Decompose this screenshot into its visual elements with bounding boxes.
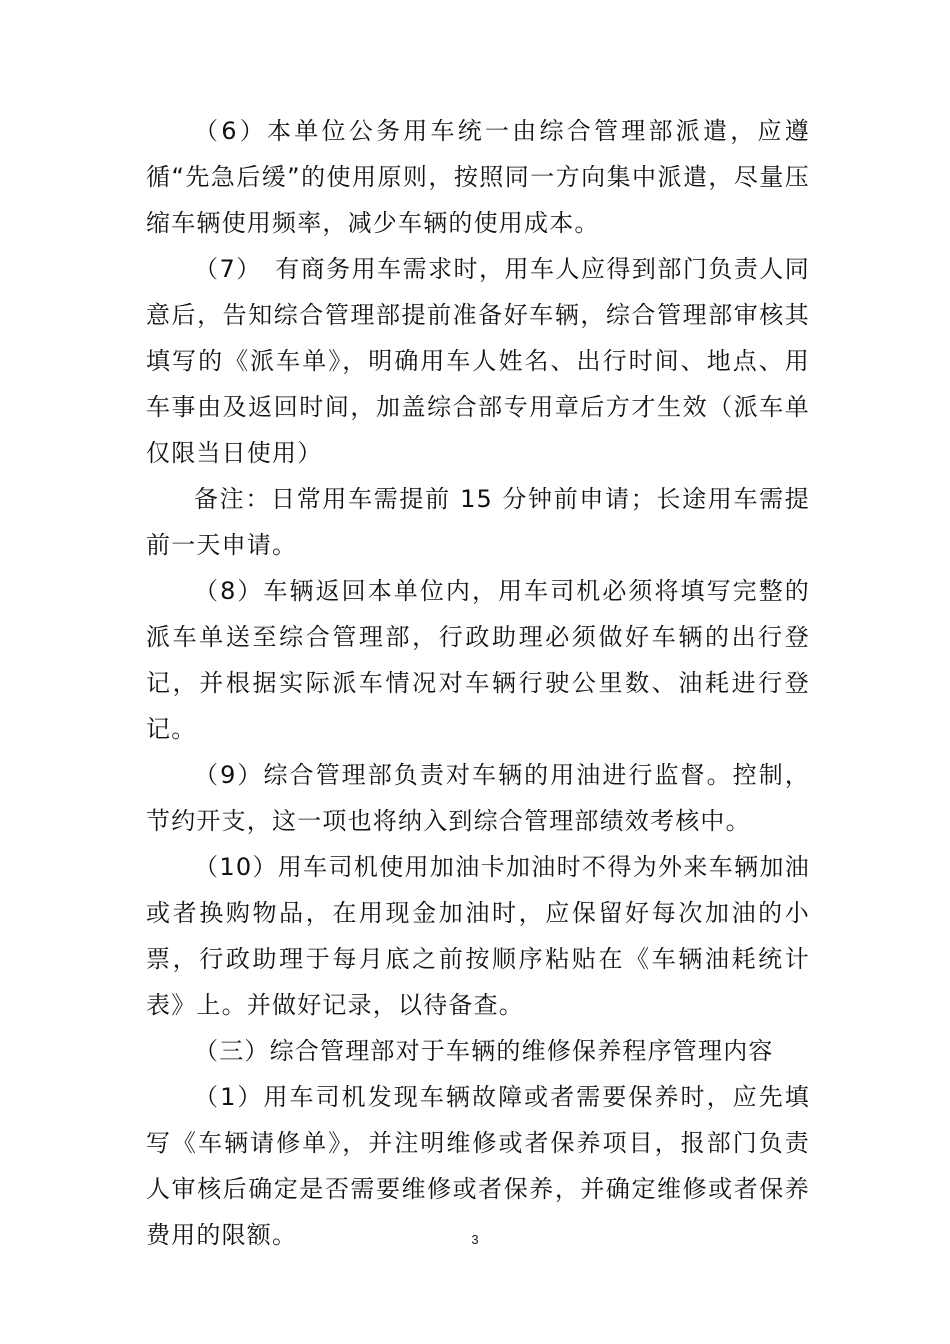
page-number: 3 (471, 1232, 479, 1247)
document-body (146, 108, 810, 1258)
paragraph-remark: 备注：日常用车需提前 15 分钟前申请；长途用车需提前一天申请。 (146, 485, 810, 559)
paragraph-fuel-supervision: （9）综合管理部负责对车辆的用油进行监督。控制，节约开支，这一项也将纳入到综合管理部绩效考核中。 (146, 761, 810, 835)
paragraph-vehicle-dispatch: （6）本单位公务用车统一由综合管理部派遣，应遵循“先急后缓”的使用原则，按照同一方向集中派遣，尽量压缩车辆使用频率，减少车辆的使用成本。 (146, 117, 810, 237)
paragraph-business-car-request: （7） 有商务用车需求时，用车人应得到部门负责人同意后，告知综合管理部提前准备好车辆，综合管理部审核其填写的《派车单》，明确用车人姓名、出行时间、地点、用车事由及返回时间，加盖综合部专用章后方才生效（派车单仅限当日使用） (146, 255, 810, 467)
paragraph-fuel-card: （10）用车司机使用加油卡加油时不得为外来车辆加油或者换购物品，在用现金加油时，应保留好每次加油的小票，行政助理于每月底之前按顺序粘贴在《车辆油耗统计表》上。并做好记录，以待备查。 (146, 853, 810, 1019)
paragraph-vehicle-return: （8）车辆返回本单位内，用车司机必须将填写完整的派车单送至综合管理部，行政助理必须做好车辆的出行登记，并根据实际派车情况对车辆行驶公里数、油耗进行登记。 (146, 577, 810, 743)
section-heading-maintenance: （三）综合管理部对于车辆的维修保养程序管理内容 (194, 1037, 774, 1065)
paragraph-repair-request: （1）用车司机发现车辆故障或者需要保养时，应先填写《车辆请修单》，并注明维修或者保养项目，报部门负责人审核后确定是否需要维修或者保养，并确定维修或者保养费用的限额。 (146, 1083, 810, 1249)
